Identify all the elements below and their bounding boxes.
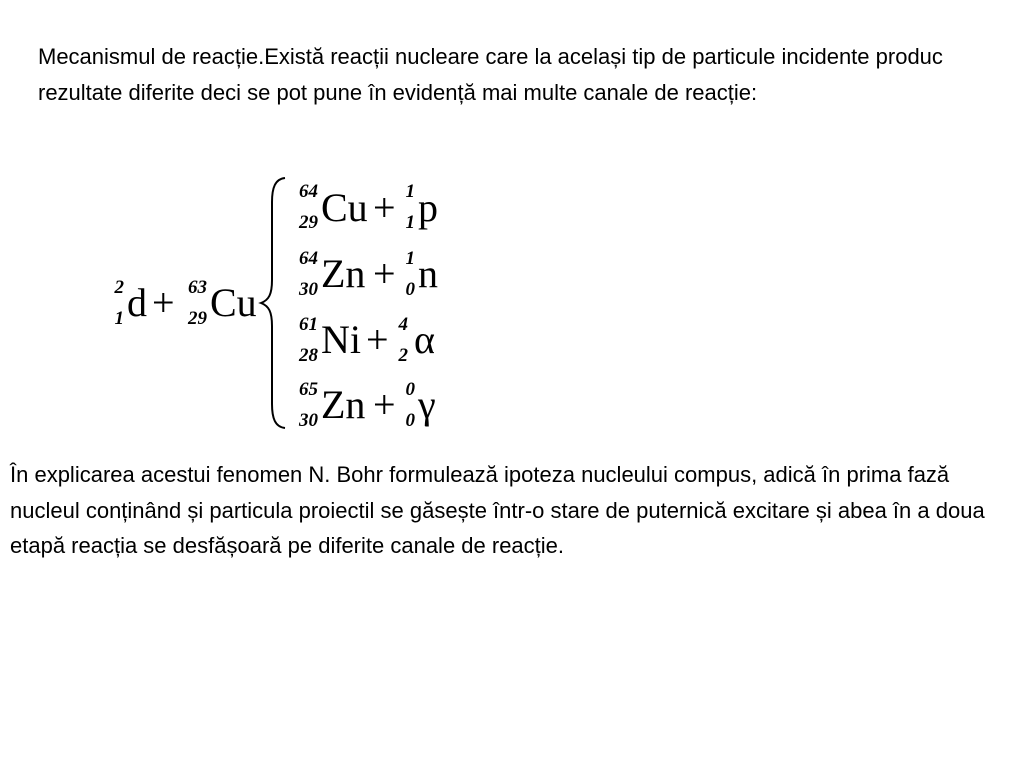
channel-4-particle-symbol: γ <box>418 382 436 427</box>
target-mass: 63 <box>188 277 207 298</box>
channels-brace <box>258 176 288 430</box>
projectile-charge: 1 <box>114 308 124 329</box>
channel-4-nucleus-charge: 30 <box>299 410 318 431</box>
channel-2-nucleus-charge: 30 <box>299 279 318 300</box>
channel-2-particle-symbol: n <box>418 251 438 296</box>
channel-3-particle-charge: 2 <box>398 345 408 366</box>
channel-1-plus-sign: + <box>373 185 396 230</box>
channel-4-plus-sign: + <box>373 382 396 427</box>
channel-3-nucleus-charge: 28 <box>299 345 318 366</box>
channel-2-particle-charge: 0 <box>405 279 415 300</box>
channel-2-nucleus-mass: 64 <box>299 248 318 269</box>
channel-4-nucleus-symbol: Zn <box>321 382 366 427</box>
lhs-plus-sign: + <box>152 280 175 325</box>
channel-3-particle-mass: 4 <box>398 314 408 335</box>
channel-4-particle-mass: 0 <box>405 379 415 400</box>
channel-1-particle-mass: 1 <box>405 181 415 202</box>
channel-4-particle-charge: 0 <box>405 410 415 431</box>
channel-1-particle-charge: 1 <box>405 212 415 233</box>
channel-1-particle-symbol: p <box>418 185 438 230</box>
channel-1-nucleus-symbol: Cu <box>321 185 368 230</box>
projectile-mass: 2 <box>114 277 124 298</box>
channel-3-nucleus-mass: 61 <box>299 314 318 335</box>
channel-4-nucleus-mass: 65 <box>299 379 318 400</box>
channel-2-nucleus-symbol: Zn <box>321 251 366 296</box>
channel-3-particle-symbol: α <box>414 317 435 362</box>
projectile-symbol: d <box>127 280 147 325</box>
intro-paragraph: Mecanismul de reacție.Există reacții nucleare care la același tip de particule incidente produc rezultate diferite deci se pot pune în evidență mai multe canale de reacție: <box>38 44 943 105</box>
channel-3-nucleus-symbol: Ni <box>321 317 361 362</box>
channel-2-particle-mass: 1 <box>405 248 415 269</box>
channel-2-plus-sign: + <box>373 251 396 296</box>
target-charge: 29 <box>188 308 207 329</box>
channel-3-plus-sign: + <box>366 317 389 362</box>
channel-1-nucleus-charge: 29 <box>299 212 318 233</box>
channel-1-nucleus-mass: 64 <box>299 181 318 202</box>
explanation-paragraph: În explicarea acestui fenomen N. Bohr formulează ipoteza nucleului compus, adică în prima fază nucleul conținând și particula proiectil se găsește într-o stare de puternică excitare și abea în a doua etapă reacția se desfășoară pe diferite canale de reacție. <box>10 462 985 558</box>
target-symbol: Cu <box>210 280 257 325</box>
